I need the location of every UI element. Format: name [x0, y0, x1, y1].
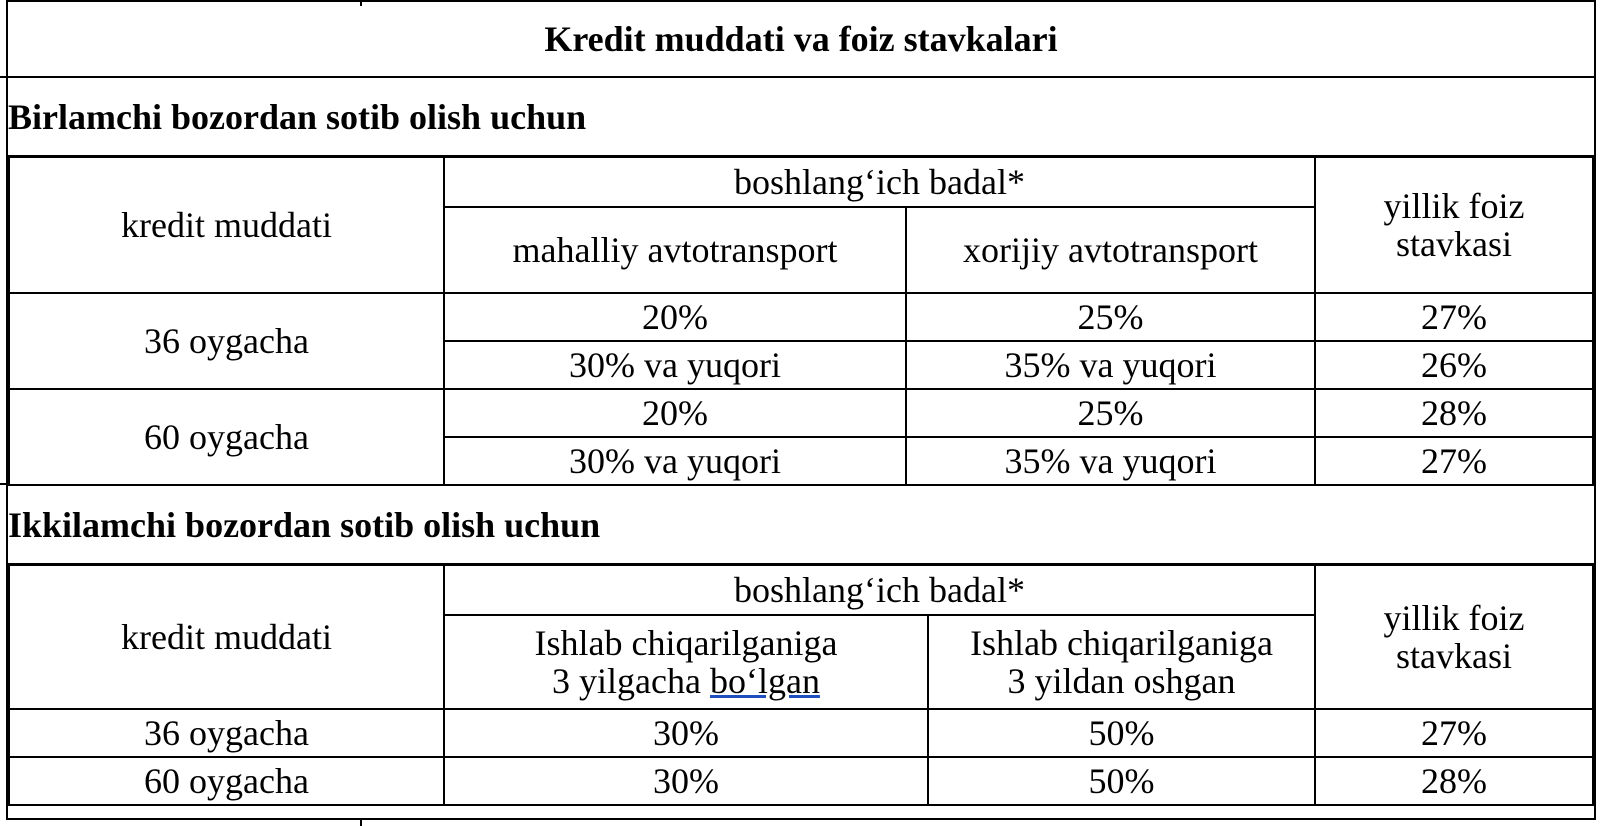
- local-cell: 30% va yuqori: [444, 341, 906, 389]
- bo-lgan-link[interactable]: bo‘lgan: [709, 660, 820, 701]
- table-header-row: [9, 565, 1593, 615]
- age-over-3-header-line2: 3 yildan oshgan: [1007, 660, 1236, 701]
- age-under-3-years-header: [444, 615, 928, 709]
- local-cell: 30% va yuqori: [444, 437, 906, 485]
- term-cell: 36 oygacha: [9, 293, 444, 389]
- age-over-3-cell: 50%: [928, 757, 1315, 805]
- annual-rate-header-line1: yillik foiz: [1383, 185, 1525, 226]
- annual-rate-header-line2: stavkasi: [1396, 635, 1512, 676]
- term-header: kredit muddati: [9, 565, 444, 709]
- age-under-3-cell: 30%: [444, 757, 928, 805]
- local-cell: 20%: [444, 389, 906, 437]
- secondary-market-table: [8, 563, 1594, 806]
- foreign-cell: 35% va yuqori: [906, 437, 1315, 485]
- bottom-tick: [360, 818, 362, 826]
- rate-cell: 28%: [1315, 389, 1593, 437]
- age-under-3-header-line1: Ishlab chiqarilganiga: [534, 622, 838, 663]
- age-under-3-header-line2: 3 yilgacha: [552, 660, 710, 701]
- table-header-row: [9, 157, 1593, 207]
- secondary-market-heading: Ikkilamchi bozordan sotib olish uchun: [8, 505, 601, 545]
- local-cell: 20%: [444, 293, 906, 341]
- term-cell: 36 oygacha: [9, 709, 444, 757]
- primary-market-heading: Birlamchi bozordan sotib olish uchun: [8, 97, 587, 137]
- rate-cell: 27%: [1315, 437, 1593, 485]
- rate-cell: 27%: [1315, 293, 1593, 341]
- foreign-cell: 25%: [906, 389, 1315, 437]
- foreign-cell: 25%: [906, 293, 1315, 341]
- table-row: [9, 389, 1593, 437]
- annual-rate-header: [1315, 157, 1593, 293]
- rate-cell: 28%: [1315, 757, 1593, 805]
- table-row: [9, 709, 1593, 757]
- table-row: [9, 293, 1593, 341]
- foreign-cell: 35% va yuqori: [906, 341, 1315, 389]
- annual-rate-header-line2: stavkasi: [1396, 223, 1512, 264]
- left-stub: [0, 483, 6, 485]
- age-over-3-cell: 50%: [928, 709, 1315, 757]
- age-under-3-cell: 30%: [444, 709, 928, 757]
- foreign-vehicle-header: xorijiy avtotransport: [906, 207, 1315, 293]
- down-payment-header: boshlang‘ich badal*: [444, 157, 1315, 207]
- document-title: Kredit muddati va foiz stavkalari: [6, 2, 1596, 78]
- term-header: kredit muddati: [9, 157, 444, 293]
- term-cell: 60 oygacha: [9, 389, 444, 485]
- table-row: [9, 757, 1593, 805]
- down-payment-header: boshlang‘ich badal*: [444, 565, 1315, 615]
- primary-market-table: [8, 155, 1594, 486]
- rate-cell: 27%: [1315, 709, 1593, 757]
- local-vehicle-header: mahalliy avtotransport: [444, 207, 906, 293]
- term-cell: 60 oygacha: [9, 757, 444, 805]
- age-over-3-header-line1: Ishlab chiqarilganiga: [970, 622, 1273, 663]
- annual-rate-header: [1315, 565, 1593, 709]
- age-over-3-years-header: [928, 615, 1315, 709]
- rate-cell: 26%: [1315, 341, 1593, 389]
- annual-rate-header-line1: yillik foiz: [1383, 597, 1525, 638]
